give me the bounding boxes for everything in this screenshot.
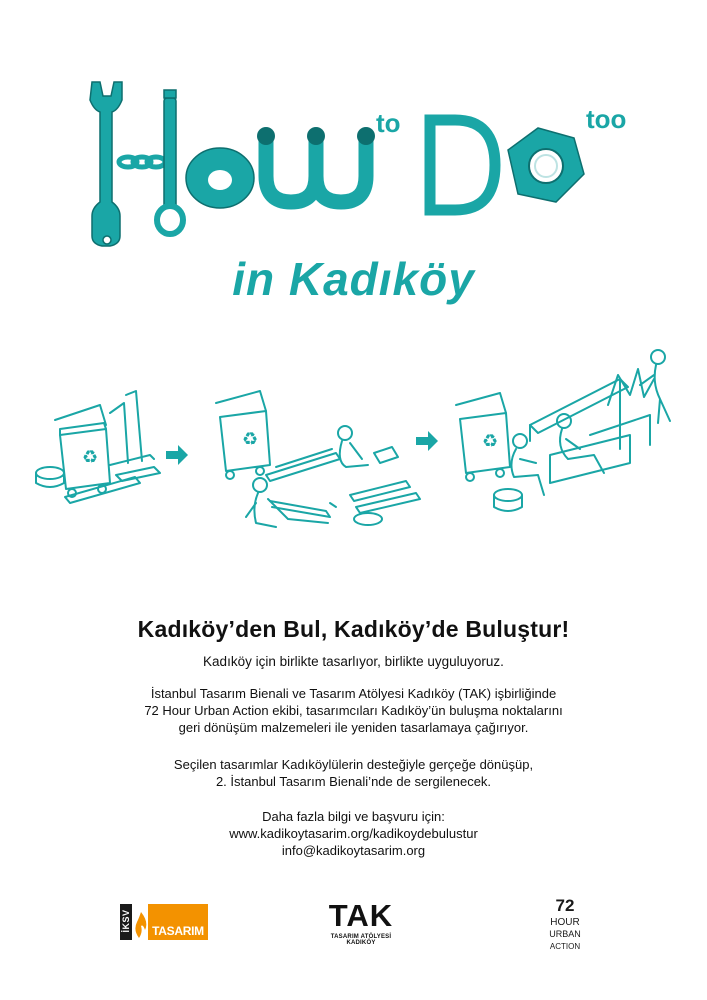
svg-text:♻: ♻ — [82, 447, 99, 467]
title-sup-too: too — [586, 104, 627, 134]
paragraph-collaboration — [0, 685, 707, 736]
iksv-box-text: TASARIM — [152, 924, 204, 938]
contact-label: Daha fazla bilgi ve başvuru için: — [262, 809, 445, 824]
paragraph-line: 2. İstanbul Tasarım Bienali’nde de sergilenecek. — [215, 774, 492, 789]
paragraph-exhibition — [0, 756, 707, 790]
tak-logo-sub: TASARIM ATÖLYESİ KADIKÖY — [330, 934, 392, 946]
72-hour-urban-action-logo — [540, 895, 590, 955]
chain-icon — [119, 157, 165, 167]
title-art — [70, 70, 650, 270]
contact-email-link[interactable]: info@kadikoytasarim.org — [281, 843, 426, 858]
washer-icon — [186, 148, 254, 208]
svg-text:♻: ♻ — [242, 429, 259, 449]
iksv-tasarim-logo — [120, 904, 208, 940]
svg-text:♻: ♻ — [482, 431, 499, 451]
arrow-right-icon — [416, 431, 438, 451]
urban-logo-line: URBAN — [549, 929, 581, 939]
hex-nut-icon — [508, 128, 584, 202]
urban-logo-line: HOUR — [550, 917, 580, 928]
d-ring-icon — [430, 120, 495, 210]
paragraph-line: Seçilen tasarımlar Kadıköylülerin desteğiyle gerçeğe dönüşüp, — [173, 757, 534, 772]
subtitle: in Kadıköy — [232, 253, 475, 305]
paragraph-line: 72 Hour Urban Action ekibi, tasarımcıları Kadıköy’ün buluşma noktalarını — [144, 703, 563, 718]
paragraph-line: geri dönüşüm malzemeleri ile yeniden tasarlamaya çağırıyor. — [178, 720, 529, 735]
tagline: Kadıköy için birlikte tasarlıyor, birlikte uyguluyoruz. — [203, 654, 504, 669]
contact-url-link[interactable]: www.kadikoytasarim.org/kadikoydebulustur — [229, 826, 478, 841]
tak-logo — [316, 900, 406, 948]
urban-logo-line: 72 — [555, 896, 575, 915]
flame-icon — [134, 912, 148, 940]
paragraph-line: İstanbul Tasarım Bienali ve Tasarım Atölyesi Kadıköy (TAK) işbirliğinde — [150, 686, 557, 701]
eye-bolt-icon — [157, 90, 183, 234]
iksv-side-text: İKSV — [121, 909, 131, 933]
shackle-icon — [266, 136, 366, 202]
urban-logo-line: ACTION — [549, 942, 581, 951]
headline: Kadıköy’den Bul, Kadıköy’de Buluştur! — [137, 616, 570, 642]
contact-block — [0, 808, 707, 859]
tak-logo-main: TAK — [328, 898, 394, 933]
arrow-right-icon — [166, 445, 188, 465]
title-sup-to: to — [376, 108, 401, 138]
recycling-illustration — [30, 335, 680, 555]
